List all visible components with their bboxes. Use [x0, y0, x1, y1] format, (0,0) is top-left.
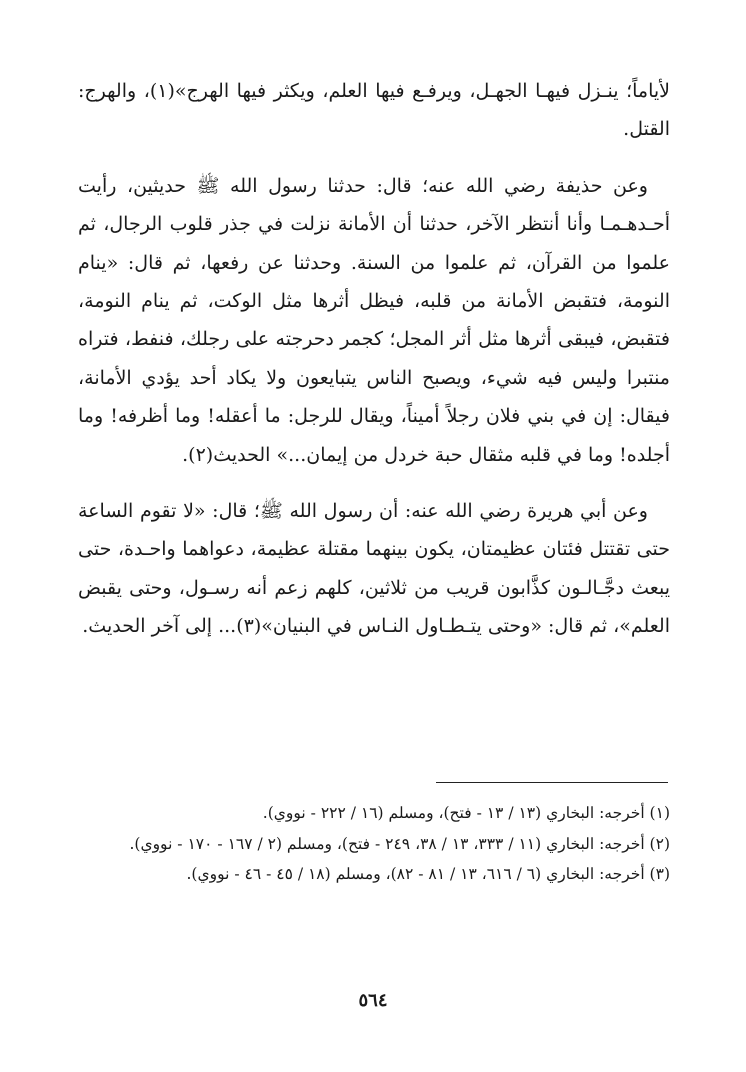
- footnote-divider: [436, 782, 668, 783]
- footnote-3: (٣) أخرجه: البخاري (٦ / ٦١٦، ١٣ / ٨١ - ٨٢)، ومسلم (١٨ / ٤٥ - ٤٦ - نووي).: [186, 865, 670, 883]
- paragraph-hudhayfa-hadith: وعن حذيفة رضي الله عنه؛ قال: حدثنا رسول الله ﷺ حديثين، رأيت أحـدهـمـا وأنا أنتظر الآخر، حدثنا أن الأمانة نزلت في جذر قلوب الرجال، ثم علموا من القرآن، ثم علموا من السنة. وحدثنا عن رفعها، ثم قال: «ينام النومة، فتقبض الأمانة من قلبه، فيظل أثرها مثل الوكت، ثم ينام النومة، فتقبض، فيبقى أثرها مثل أثر المجل؛ كجمر دحرجته على رجلك، فنفط، فتراه منتبرا وليس فيه شيء، ويصبح الناس يتبايعون ولا يكاد أحد يؤدي الأمانة، فيقال: إن في بني فلان رجلاً أميناً، ويقال للرجل: ما أعقله! وما أظرفه! وما أجلده! وما في قلبه مثقال حبة خردل من إيمان...» الحديث(٢).: [78, 174, 670, 466]
- footnote-1: (١) أخرجه: البخاري (١٣ / ١٣ - فتح)، ومسلم (١٦ / ٢٢٢ - نووي).: [262, 804, 670, 822]
- paragraph-continuation: لأياماً؛ ينـزل فيهـا الجهـل، ويرفـع فيها العلم، ويكثر فيها الهرج»(١)، والهرج: القتل.: [78, 80, 670, 141]
- main-text: [78, 72, 670, 646]
- page-number: ٥٦٤: [358, 990, 388, 1011]
- footnote-2: (٢) أخرجه: البخاري (١١ / ٣٣٣، ١٣ / ٣٨، ٢٤٩ - فتح)، ومسلم (٢ / ١٦٧ - ١٧٠ - نووي).: [129, 834, 670, 853]
- paragraph-abu-hurayra-hadith: وعن أبي هريرة رضي الله عنه: أن رسول الله ﷺ؛ قال: «لا تقوم الساعة حتى تقتتل فئتان عظيمتان، يكون بينهما مقتلة عظيمة، دعواهما واحـدة، حتى يبعث دجَّـالـون كذَّابون قريب من ثلاثين، كلهم زعم أنه رسـول، وحتى يقبض العلم»، ثم قال: «وحتى يتـطـاول النـاس في البنيان»(٣)... إلى آخر الحديث.: [78, 500, 670, 638]
- footnotes: [78, 798, 670, 890]
